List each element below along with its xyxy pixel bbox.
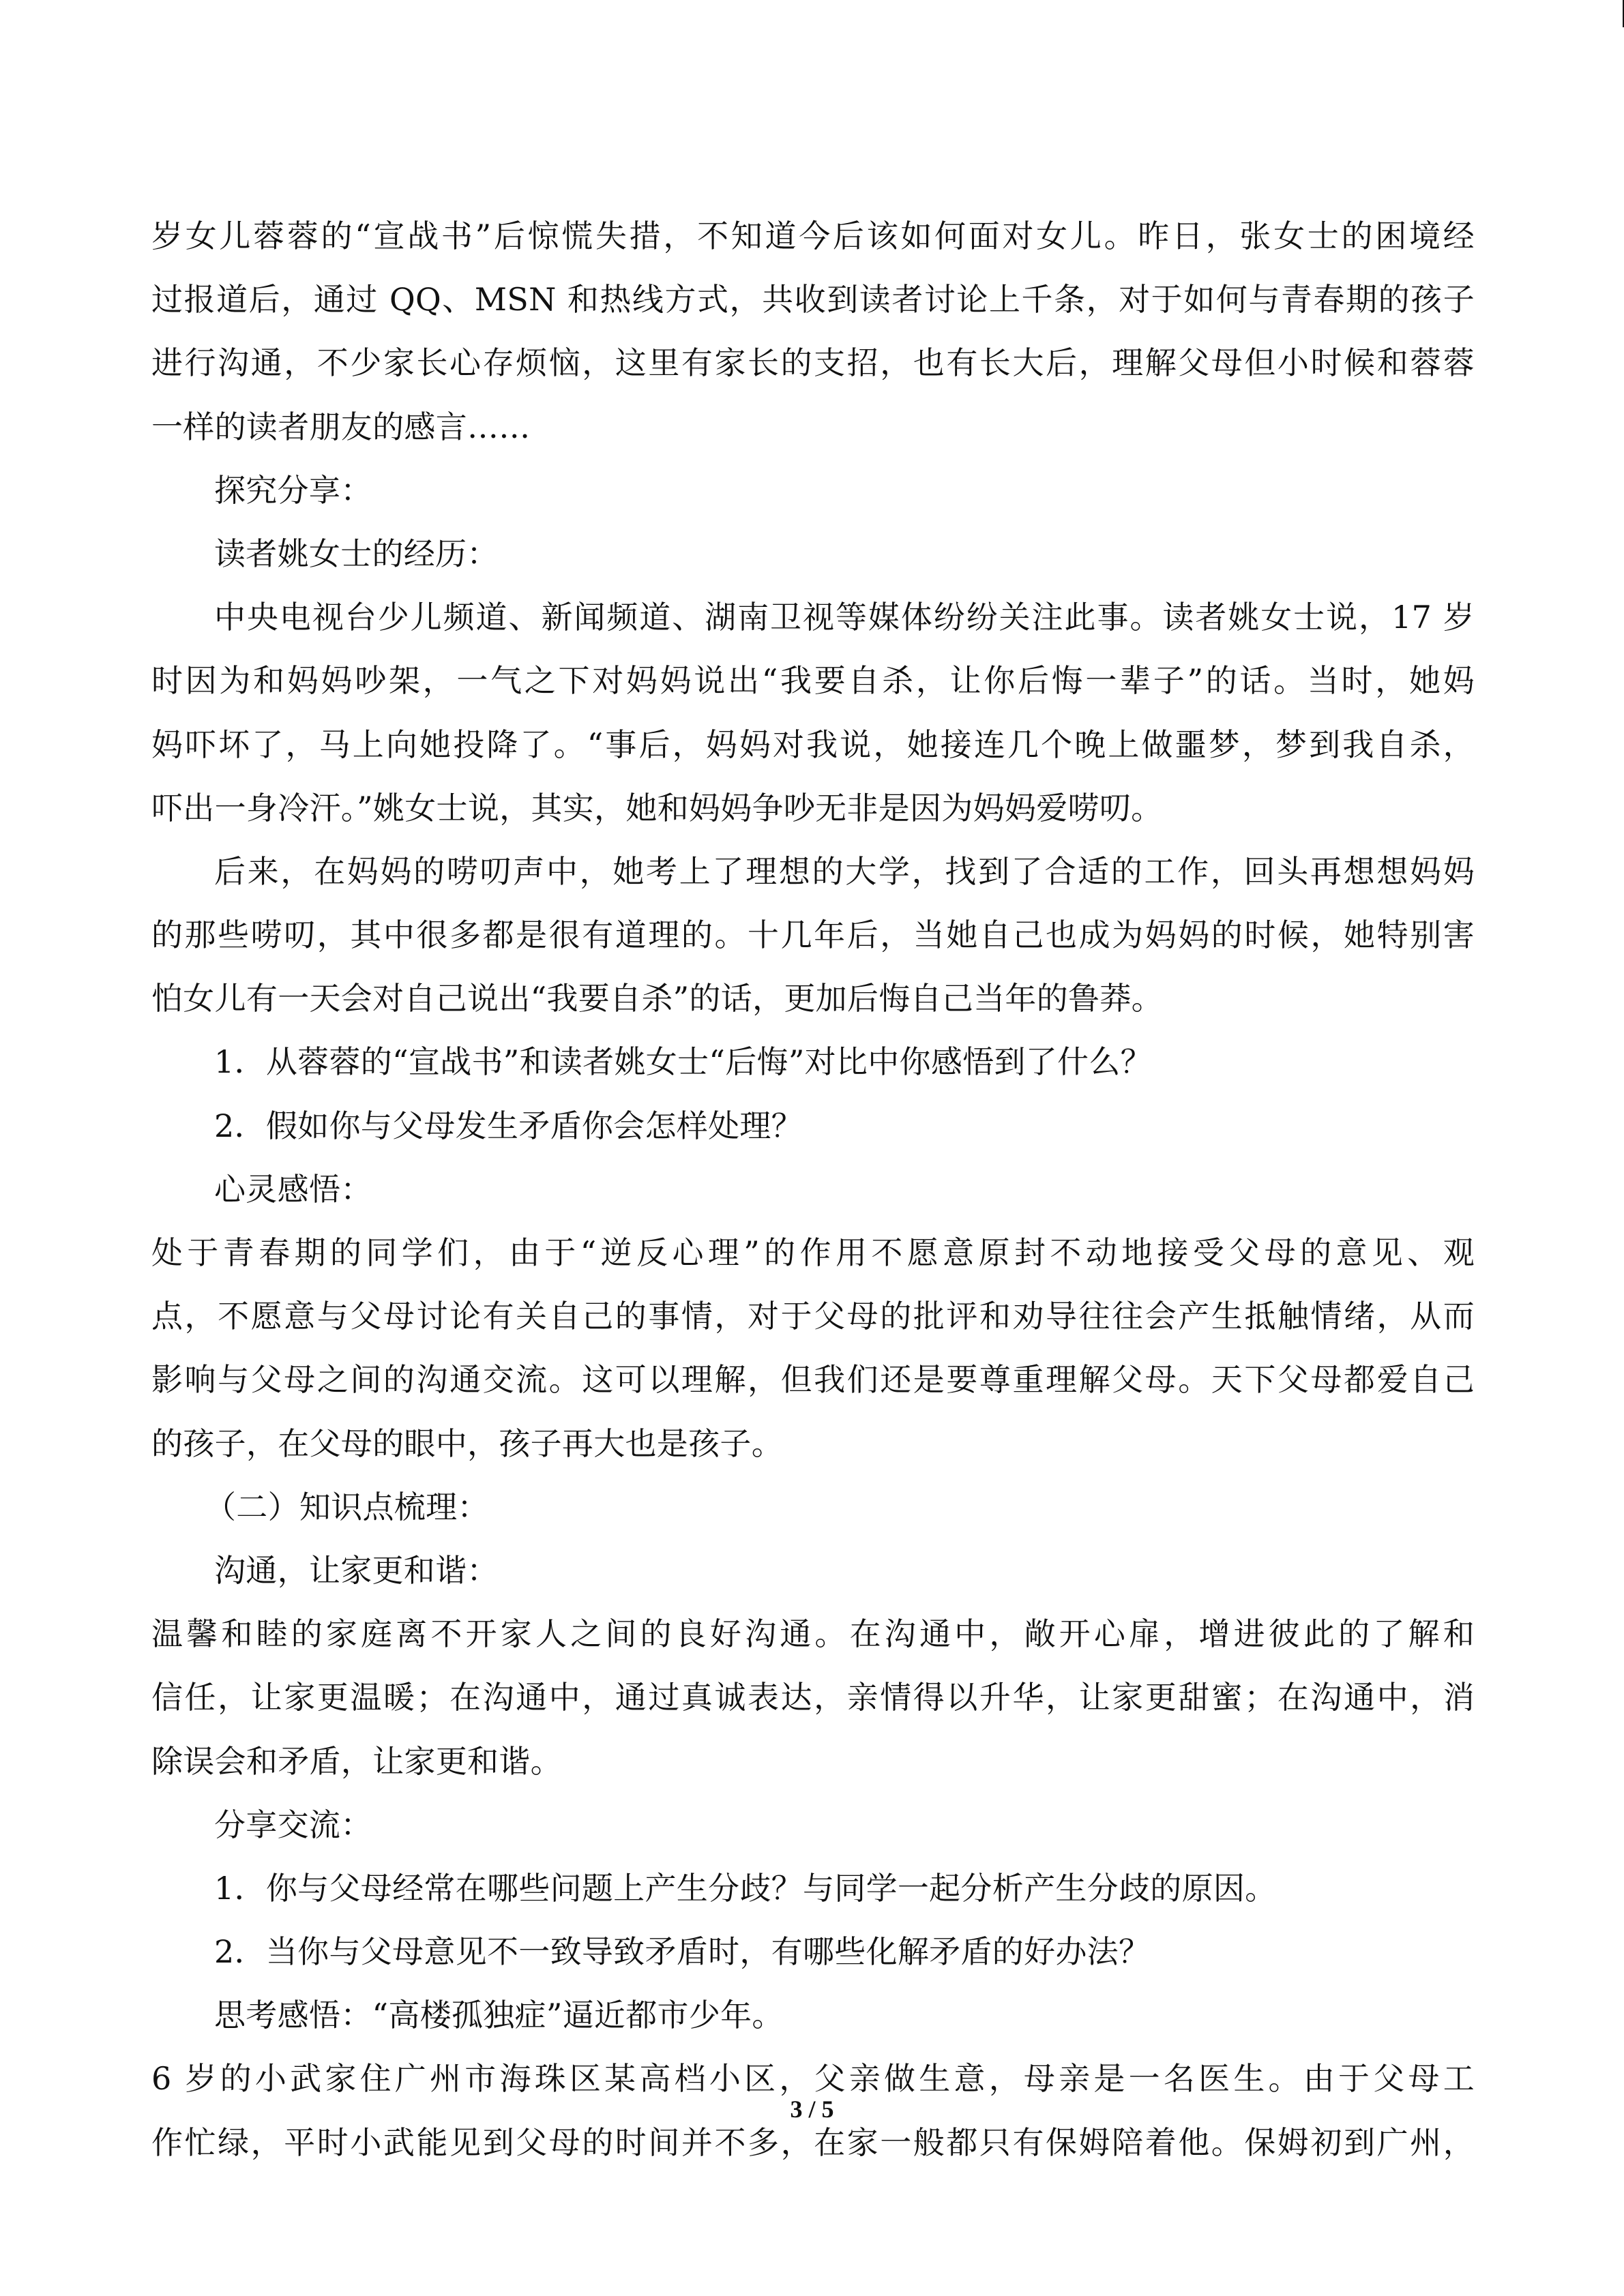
text-line: 影响与父母之间的沟通交流。这可以理解，但我们还是要尊重理解父母。天下父母都爱自己 — [151, 1361, 1475, 1399]
text-line: 吓出一身冷汗。”姚女士说，其实，她和妈妈争吵无非是因为妈妈爱唠叨。 — [151, 789, 1163, 826]
text-line: 信任，让家更温暖；在沟通中，通过真诚表达，亲情得以升华，让家更甜蜜；在沟通中，消 — [151, 1679, 1475, 1716]
text-line: 除误会和矛盾，让家更和谐。 — [151, 1742, 562, 1780]
section-heading: 思考感悟：“高楼孤独症”逼近都市少年。 — [214, 1997, 784, 2034]
text-line: 6 岁的小武家住广州市海珠区某高档小区，父亲做生意，母亲是一名医生。由于父母工 — [151, 2060, 1475, 2098]
section-heading: 沟通，让家更和谐： — [214, 1551, 499, 1589]
text-line: 处于青春期的同学们，由于“逆反心理”的作用不愿意原封不动地接受父母的意见、观 — [151, 1234, 1475, 1271]
text-line: 妈吓坏了，马上向她投降了。“事后，妈妈对我说，她接连几个晚上做噩梦，梦到我自杀， — [151, 726, 1475, 763]
text-line: 点，不愿意与父母讨论有关自己的事情，对于父母的批评和劝导往往会产生抵触情绪，从而 — [151, 1298, 1475, 1335]
text-line: 作忙绿，平时小武能见到父母的时间并不多，在家一般都只有保姆陪着他。保姆初到广州， — [151, 2123, 1475, 2161]
section-heading: （二）知识点梳理： — [205, 1488, 489, 1525]
text-line: 进行沟通，不少家长心存烦恼，这里有家长的支招，也有长大后，理解父母但小时候和蓉蓉 — [151, 344, 1475, 382]
text-line: 怕女儿有一天会对自己说出“我要自杀”的话，更加后悔自己当年的鲁莽。 — [151, 980, 1163, 1017]
question-item: 2．当你与父母意见不一致导致矛盾时，有哪些化解矛盾的好办法？ — [214, 1933, 1151, 1971]
text-line: 温馨和睦的家庭离不开家人之间的良好沟通。在沟通中，敞开心扉，增进彼此的了解和 — [151, 1615, 1475, 1653]
section-heading: 探究分享： — [214, 471, 372, 509]
question-item: 2．假如你与父母发生矛盾你会怎样处理？ — [214, 1107, 803, 1144]
text-line: 时因为和妈妈吵架，一气之下对妈妈说出“我要自杀，让你后悔一辈子”的话。当时，她妈 — [151, 662, 1475, 700]
text-line: 岁女儿蓉蓉的“宣战书”后惊慌失措，不知道今后该如何面对女儿。昨日，张女士的困境经 — [151, 218, 1475, 254]
page-number: 3 / 5 — [790, 2096, 834, 2123]
text-line: 后来，在妈妈的唠叨声中，她考上了理想的大学，找到了合适的工作，回头再想想妈妈 — [214, 852, 1475, 890]
text-line: 过报道后，通过 QQ、MSN 和热线方式，共收到读者讨论上千条，对于如何与青春期的孩子 — [151, 281, 1475, 318]
text-line: 的孩子，在父母的眼中，孩子再大也是孩子。 — [151, 1425, 783, 1462]
question-item: 1．从蓉蓉的“宣战书”和读者姚女士“后悔”对比中你感悟到了什么？ — [214, 1043, 1152, 1081]
text-line: 中央电视台少儿频道、新闻频道、湖南卫视等媒体纷纷关注此事。读者姚女士说，17 岁 — [214, 599, 1475, 636]
text-line: 的那些唠叨，其中很多都是很有道理的。十几年后，当她自己也成为妈妈的时候，她特别害 — [151, 916, 1475, 954]
section-heading: 读者姚女士的经历： — [214, 535, 499, 572]
section-heading: 分享交流： — [214, 1806, 372, 1843]
document-body — [151, 205, 1475, 2175]
text-line: 一样的读者朋友的感言…… — [151, 408, 531, 445]
section-heading: 心灵感悟： — [214, 1170, 372, 1208]
question-item: 1．你与父母经常在哪些问题上产生分歧？与同学一起分析产生分歧的原因。 — [214, 1869, 1277, 1907]
